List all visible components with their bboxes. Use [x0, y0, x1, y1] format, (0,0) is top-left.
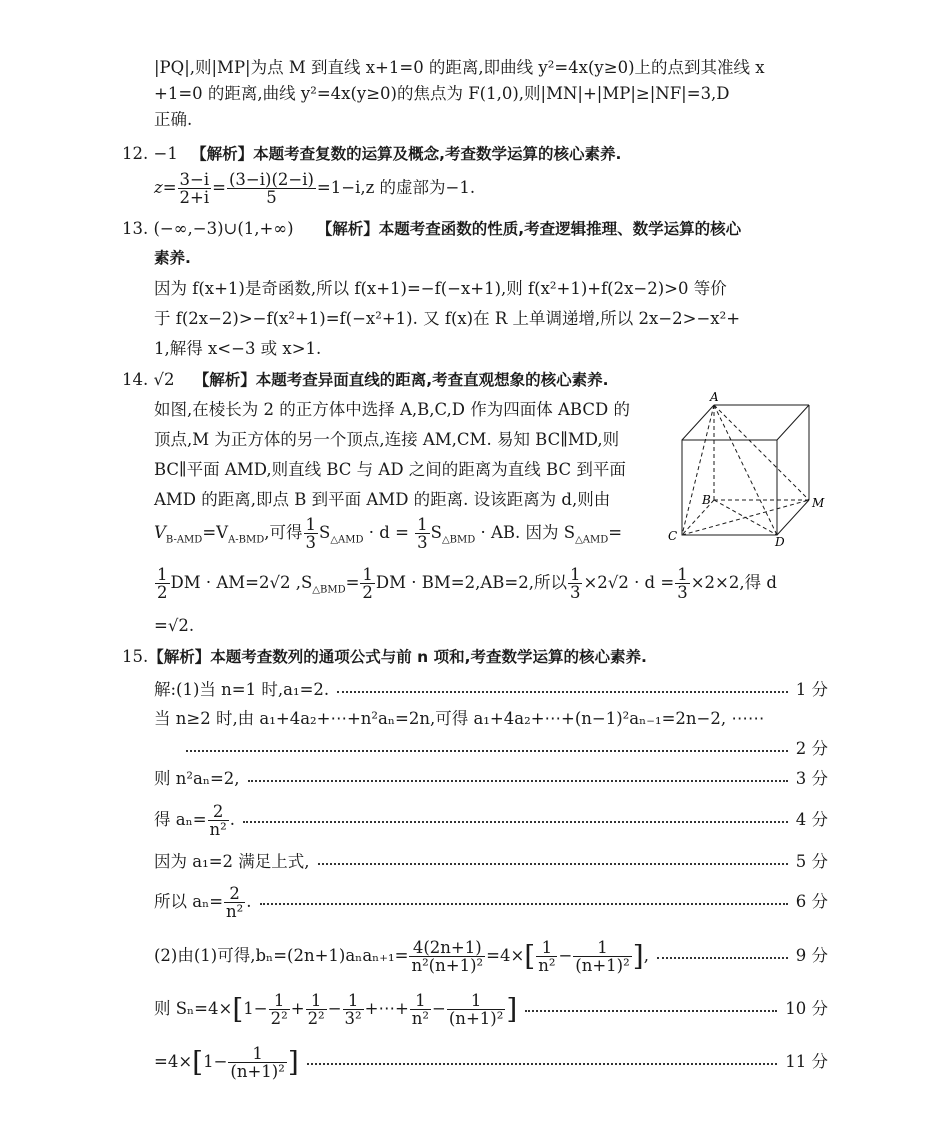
q15-step-8: 则 Sₙ=4×[1− $\frac{1}{\text{2²}}$ + $\frac{1}{\text{2²}}$ − $\frac{1}{\text{3²}}$ +⋯+ $\frac{1}{\text{n²}}$ − $\frac{1}{\text{(n+1)²}}$ ] 10 分: [154, 991, 828, 1028]
score-8: 10 分: [785, 999, 828, 1019]
q12-frac-2: $\frac{(3-i)(2-i)}{5}$: [228, 170, 314, 207]
q15-step-2: 当 n≥2 时,由 a₁+4a₂+⋯+n²aₙ=2n,可得 a₁+4a₂+⋯+(n−1)²aₙ₋₁=2n−2, ⋯⋯: [154, 709, 765, 728]
label-B: B: [702, 493, 711, 507]
score-4: 4 分: [795, 810, 828, 829]
q14-line-2: 顶点,M 为正方体的另一个顶点,连接 AM,CM. 易知 BC∥MD,则: [154, 430, 620, 449]
label-A: A: [710, 390, 719, 404]
label-C: C: [668, 529, 678, 543]
q12-number: 12.: [122, 144, 149, 163]
label-M: M: [812, 496, 825, 510]
q15-step-3: 则 n²aₙ=2, 3 分: [154, 767, 828, 791]
q15-step-9: =4×[1− $\frac{1}{\text{(n+1)²}}$ ] 11 分: [154, 1044, 828, 1081]
q15-header: [122, 645, 828, 669]
q12-header: [122, 142, 828, 166]
q14-line-5: $V_{B-AMD}=V_{A-BMD}$,可得 $\frac{1}{3}$ $S_{\triangle AMD} \cdot d$ = $\frac{1}{3}$ $S_{\triangle BMD}$ · AB. 因为 $S_{\triangle AMD}=$: [154, 515, 623, 552]
label-D: D: [775, 535, 785, 549]
q12-z: z=: [154, 178, 177, 197]
q12-solution: [154, 170, 828, 206]
q15-tag: 【解析】本题考查数列的通项公式与前 n 项和,考查数学运算的核心素养.: [148, 648, 647, 666]
q14-number: 14.: [122, 370, 149, 389]
q13-line-1: 因为 f(x+1)是奇函数,所以 f(x+1)=−f(−x+1),则 f(x²+1)+f(2x−2)>0 等价: [154, 279, 727, 298]
score-1: 1 分: [795, 680, 828, 699]
q15-step-4: 得 aₙ= $\frac{2}{\text{n²}}$ . 4 分: [154, 802, 828, 839]
q12-answer: −1: [153, 144, 178, 163]
q13-tag: 【解析】本题考查函数的性质,考查逻辑推理、数学运算的核心: [316, 220, 742, 238]
q15-number: 15.: [122, 647, 149, 666]
score-2: 2 分: [795, 739, 828, 758]
q15-step-6: 所以 aₙ= $\frac{2}{\text{n²}}$ . 6 分: [154, 884, 828, 921]
q14-line-1: 如图,在棱长为 2 的正方体中选择 A,B,C,D 作为四面体 ABCD 的: [154, 400, 630, 419]
q12-tail: =1−i,z 的虚部为−1.: [316, 178, 476, 197]
score-5: 5 分: [795, 852, 828, 871]
q12-tag: 【解析】本题考查复数的运算及概念,考查数学运算的核心素养.: [191, 145, 622, 163]
score-3: 3 分: [795, 769, 828, 788]
q13-number: 13.: [122, 219, 149, 238]
score-9: 11 分: [785, 1052, 828, 1072]
q12-frac-1: $\frac{3-i}{2+i}$: [179, 170, 210, 207]
q15-step-1: 解:(1)当 n=1 时,a₁=2. 1 分: [154, 678, 828, 702]
q14-header: [122, 368, 828, 392]
q14-line-4: AMD 的距离,即点 B 到平面 AMD 的距离. 设该距离为 d,则由: [154, 490, 611, 509]
q15-step-5: 因为 a₁=2 满足上式, 5 分: [154, 850, 828, 874]
q13-line-3: 1,解得 x<−3 或 x>1.: [154, 339, 322, 358]
q14-tag: 【解析】本题考查异面直线的距离,考查直观想象的核心素养.: [193, 371, 609, 389]
q14-answer: √2: [153, 370, 175, 389]
q15-step-7: (2)由(1)可得,bₙ=(2n+1)aₙaₙ₊₁= $\frac{4(2n+1)}{\text{n²(n+1)²}}$ =4×[ $\frac{1}{\text{n²}}$ − $\frac{1}{\text{(n+1)²}}$ ], 9 分: [154, 938, 828, 975]
cube-figure: [662, 390, 832, 550]
q14-line-3: BC∥平面 AMD,则直线 BC 与 AD 之间的距离为直线 BC 到平面: [154, 460, 626, 479]
q14-line-7: =√2.: [154, 616, 195, 635]
cont-line-1: |PQ|,则|MP|为点 M 到直线 x+1=0 的距离,即曲线 y²=4x(y≥0)上的点到其准线 x: [154, 58, 765, 77]
score-7: 9 分: [795, 946, 828, 966]
score-6: 6 分: [795, 892, 828, 911]
q13-answer: (−∞,−3)∪(1,+∞): [153, 219, 294, 238]
cont-line-2: +1=0 的距离,曲线 y²=4x(y≥0)的焦点为 F(1,0),则|MN|+|MP|≥|NF|=3,D: [154, 84, 730, 103]
q15-step-2-score: [186, 737, 828, 761]
q14-line-6: $\frac{1}{2}$ DM · AM=2√2 $,S_{\triangle BMD}=$ $\frac{1}{2}$ DM · BM=2,AB=2,所以 $\frac{1}{3}$ ×2√2 · d = $\frac{1}{3}$ ×2×2,得 d: [157, 565, 777, 602]
q12-eq: =: [212, 178, 226, 197]
q13-header: [122, 217, 828, 241]
cont-line-3: 正确.: [154, 110, 193, 129]
q13-line-2: 于 f(2x−2)>−f(x²+1)=f(−x²+1). 又 f(x)在 R 上单调递增,所以 2x−2>−x²+: [154, 309, 741, 328]
q13-tag-2: 素养.: [154, 249, 191, 267]
